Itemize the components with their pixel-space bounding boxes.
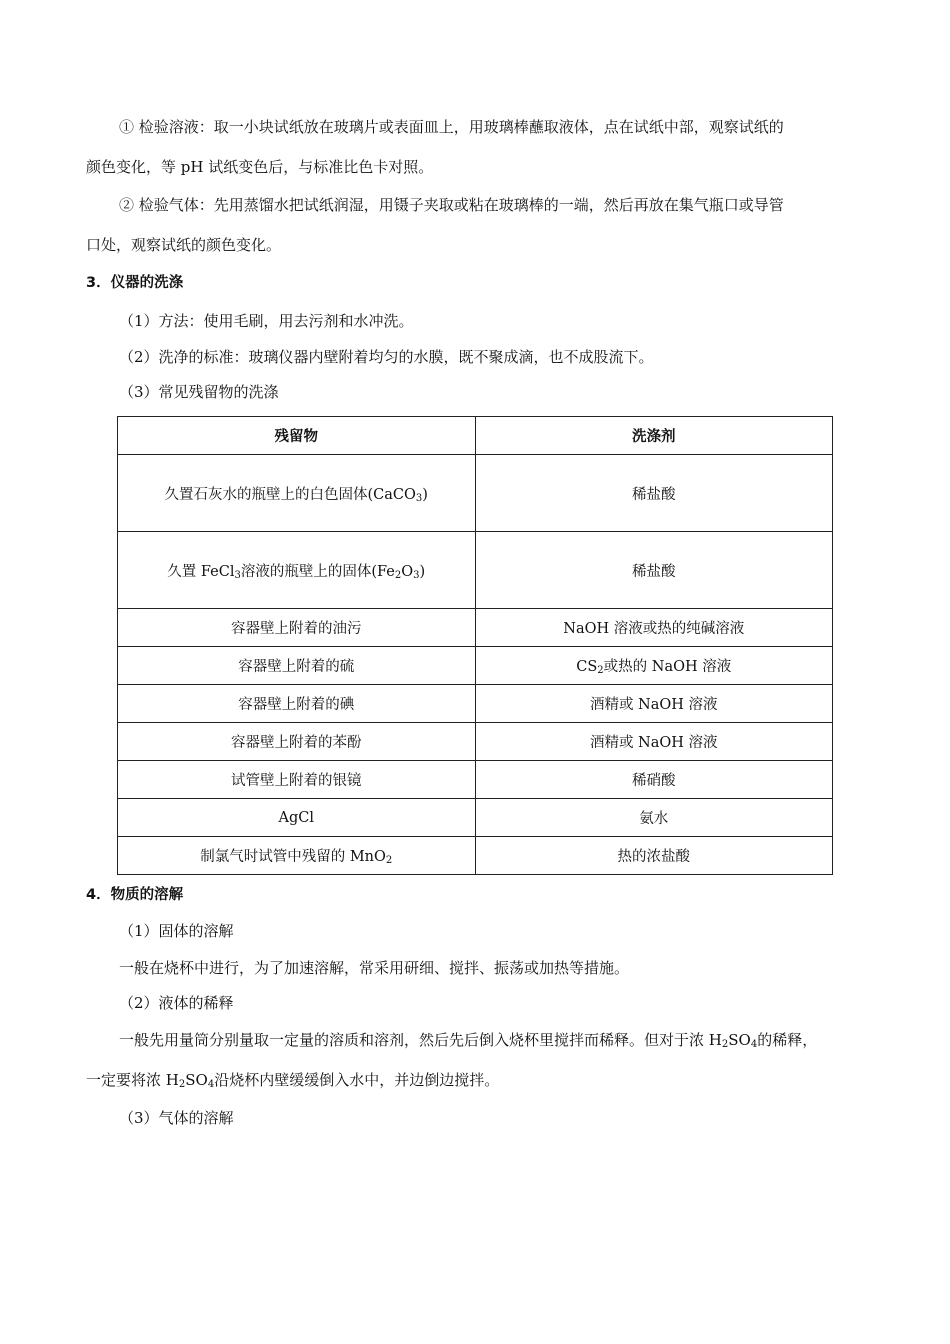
header-residue: 残留物 (118, 417, 476, 455)
residue-cell: 容器壁上附着的硫 (118, 647, 476, 685)
agent-cell: 酒精或 NaOH 溶液 (475, 723, 833, 761)
table-row (118, 685, 833, 723)
agent-cell: 稀盐酸 (475, 455, 833, 532)
paragraph-test-gas-line1: ② 检验气体：先用蒸馏水把试纸润湿，用镊子夹取或粘在玻璃棒的一端，然后再放在集气瓶口或导管 (119, 196, 784, 214)
table-row (118, 455, 833, 532)
section-4-item-2: （2）液体的稀释 (119, 994, 234, 1012)
section-4-item-1: （1）固体的溶解 (119, 922, 234, 940)
table-row (118, 761, 833, 799)
table-header-row (118, 417, 833, 455)
section-4-item-1-text: 一般在烧杯中进行，为了加速溶解，常采用研细、搅拌、振荡或加热等措施。 (119, 959, 630, 977)
paragraph-test-solution-line1: ① 检验溶液：取一小块试纸放在玻璃片或表面皿上，用玻璃棒蘸取液体，点在试纸中部，观察试纸的 (119, 118, 784, 136)
residue-cell: 容器壁上附着的苯酚 (118, 723, 476, 761)
section-3-item-1: （1）方法：使用毛刷，用去污剂和水冲洗。 (119, 312, 414, 330)
table-row (118, 609, 833, 647)
section-4-heading: 4．物质的溶解 (86, 887, 184, 903)
section-3-item-3: （3）常见残留物的洗涤 (119, 383, 279, 401)
table-row (118, 799, 833, 837)
table-row (118, 532, 833, 609)
agent-cell: 稀盐酸 (475, 532, 833, 609)
section-4-item-2-text-line1: 一般先用量筒分别量取一定量的溶质和溶剂，然后先后倒入烧杯里搅拌而稀释。但对于浓 $H_2SO_4$的稀释， (119, 1031, 818, 1050)
table-row (118, 837, 833, 875)
agent-cell: 氨水 (475, 799, 833, 837)
section-3-heading: 3．仪器的洗涤 (86, 275, 184, 291)
section-3-item-2: （2）洗净的标准：玻璃仪器内壁附着均匀的水膜，既不聚成滴，也不成股流下。 (119, 348, 654, 366)
paragraph-test-gas-line2: 口处，观察试纸的颜色变化。 (86, 236, 282, 254)
table-row (118, 723, 833, 761)
paragraph-test-solution-line2: 颜色变化，等 pH 试纸变色后，与标准比色卡对照。 (86, 158, 434, 176)
residue-cell: 试管壁上附着的银镜 (118, 761, 476, 799)
residue-cell: 久置 FeCl$_3$溶液的瓶壁上的固体$(Fe_2O_3)$ (118, 532, 476, 609)
residue-cell: 久置石灰水的瓶壁上的白色固体(CaCO$_3$) (118, 455, 476, 532)
agent-cell: $CS_2$或热的 NaOH 溶液 (475, 647, 833, 685)
section-4-item-3: （3）气体的溶解 (119, 1109, 234, 1127)
table-row (118, 647, 833, 685)
residue-cell: 容器壁上附着的碘 (118, 685, 476, 723)
agent-cell: 热的浓盐酸 (475, 837, 833, 875)
residue-cell: 制氯气时试管中残留的 MnO$_2$ (118, 837, 476, 875)
residue-washing-table (117, 416, 833, 875)
agent-cell: 稀硝酸 (475, 761, 833, 799)
residue-cell: AgCl (118, 799, 476, 837)
residue-cell: 容器壁上附着的油污 (118, 609, 476, 647)
section-4-item-2-text-line2: 一定要将浓 $H_2SO_4$沿烧杯内壁缓缓倒入水中，并边倒边搅拌。 (86, 1071, 500, 1090)
agent-cell: NaOH 溶液或热的纯碱溶液 (475, 609, 833, 647)
agent-cell: 酒精或 NaOH 溶液 (475, 685, 833, 723)
header-agent: 洗涤剂 (475, 417, 833, 455)
